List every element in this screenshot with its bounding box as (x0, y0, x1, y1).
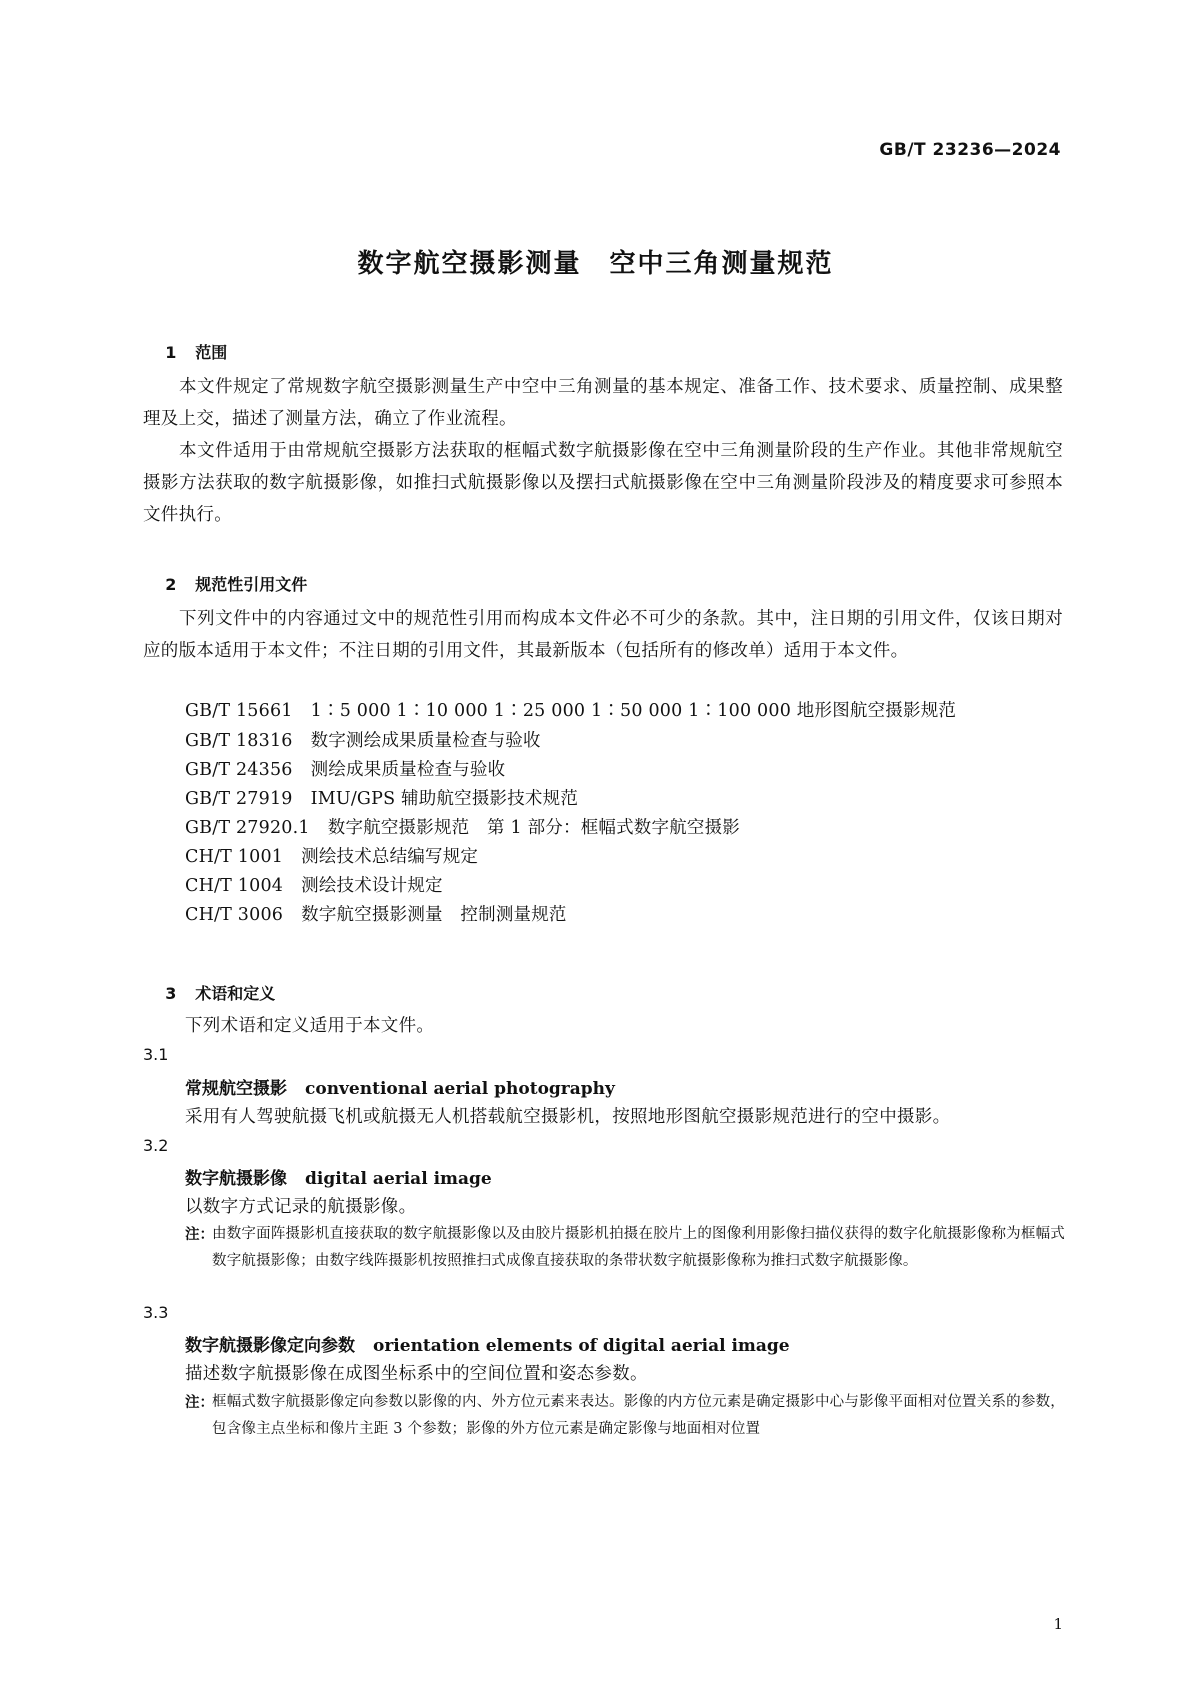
reference-title: 数字航空摄影规范 第 1 部分：框幅式数字航空摄影 (327, 818, 741, 838)
reference-code: CH/T 1004 (185, 876, 284, 896)
term-definition: 描述数字航摄影像在成图坐标系中的空间位置和姿态参数。 (185, 1364, 648, 1384)
term-note (185, 1221, 1065, 1275)
scope-paragraph-1: 本文件规定了常规数字航空摄影测量生产中空中三角测量的基本规定、准备工作、技术要求、质量控制、成果整理及上交，描述了测量方法，确立了作业流程。 (143, 377, 1063, 429)
terms-intro: 下列术语和定义适用于本文件。 (185, 1016, 435, 1036)
term-name-zh: 数字航摄影像定向参数 (185, 1336, 355, 1356)
note-text: 框幅式数字航摄影像定向参数以影像的内、外方位元素来表达。影像的内方位元素是确定摄影中心与影像平面相对位置关系的参数，包含像主点坐标和像片主距 3 个参数；影像的外方位元素是确定影像与地面相对位置 (212, 1394, 1065, 1437)
note-label: 注： (185, 1226, 214, 1243)
term-name-zh: 常规航空摄影 (185, 1079, 287, 1099)
term-name-en: conventional aerial photography (305, 1079, 615, 1099)
term-definition: 采用有人驾驶航摄飞机或航摄无人机搭载航空摄影机，按照地形图航空摄影规范进行的空中摄影。 (185, 1107, 951, 1127)
term-definition: 以数字方式记录的航摄影像。 (185, 1197, 417, 1217)
reference-title: 数字测绘成果质量检查与验收 (310, 731, 541, 751)
reference-title: 测绘技术设计规定 (301, 876, 443, 896)
note-label: 注： (185, 1394, 214, 1411)
reference-title: IMU/GPS 辅助航空摄影技术规范 (310, 789, 579, 809)
reference-code: GB/T 15661 (185, 701, 293, 721)
term-name-en: digital aerial image (305, 1169, 492, 1189)
reference-title: 1∶5 000 1∶10 000 1∶25 000 1∶50 000 1∶100 000 地形图航空摄影规范 (310, 701, 957, 721)
reference-code: GB/T 27919 (185, 789, 293, 809)
term-name-zh: 数字航摄影像 (185, 1169, 287, 1189)
term-name (185, 1331, 790, 1356)
term-note (185, 1389, 1065, 1443)
term-name-en: orientation elements of digital aerial image (373, 1336, 790, 1356)
section-title: 规范性引用文件 (195, 575, 308, 594)
reference-item (185, 843, 478, 868)
reference-title: 测绘成果质量检查与验收 (310, 760, 506, 780)
section-title: 术语和定义 (195, 984, 276, 1003)
term-number: 3.1 (143, 1045, 169, 1064)
section-number: 1 (165, 343, 177, 362)
reference-title: 数字航空摄影测量 控制测量规范 (301, 905, 567, 925)
document-title: 数字航空摄影测量 空中三角测量规范 (357, 249, 834, 279)
document-code: GB/T 23236—2024 (879, 140, 1061, 160)
note-text: 由数字面阵摄影机直接获取的数字航摄影像以及由胶片摄影机拍摄在胶片上的图像利用影像扫描仪获得的数字化航摄影像称为框幅式数字航摄影像；由数字线阵摄影机按照推扫式成像直接获取的条带状数字航摄影像称为推扫式数字航摄影像。 (212, 1226, 1065, 1269)
reference-item (185, 756, 505, 781)
reference-code: GB/T 27920.1 (185, 818, 310, 838)
reference-item (185, 785, 578, 810)
reference-code: CH/T 1001 (185, 847, 284, 867)
reference-item (185, 727, 541, 752)
page-number: 1 (1053, 1615, 1063, 1633)
reference-code: GB/T 18316 (185, 731, 293, 751)
section-number: 3 (165, 984, 177, 1003)
reference-item (185, 872, 443, 897)
section-title: 范围 (195, 343, 228, 362)
reference-item (185, 697, 956, 722)
reference-item (185, 814, 740, 839)
reference-title: 测绘技术总结编写规定 (301, 847, 479, 867)
section-number: 2 (165, 575, 177, 594)
references-intro-paragraph: 下列文件中的内容通过文中的规范性引用而构成本文件必不可少的条款。其中，注日期的引用文件，仅该日期对应的版本适用于本文件；不注日期的引用文件，其最新版本（包括所有的修改单）适用于本文件。 (143, 609, 1063, 661)
term-name (185, 1164, 492, 1189)
reference-code: GB/T 24356 (185, 760, 293, 780)
term-name (185, 1074, 615, 1099)
scope-paragraph-2: 本文件适用于由常规航空摄影方法获取的框幅式数字航摄影像在空中三角测量阶段的生产作业。其他非常规航空摄影方法获取的数字航摄影像，如推扫式航摄影像以及摆扫式航摄影像在空中三角测量阶段涉及的精度要求可参照本文件执行。 (143, 441, 1063, 525)
reference-item (185, 901, 567, 926)
term-number: 3.3 (143, 1303, 169, 1322)
reference-code: CH/T 3006 (185, 905, 284, 925)
term-number: 3.2 (143, 1136, 169, 1155)
